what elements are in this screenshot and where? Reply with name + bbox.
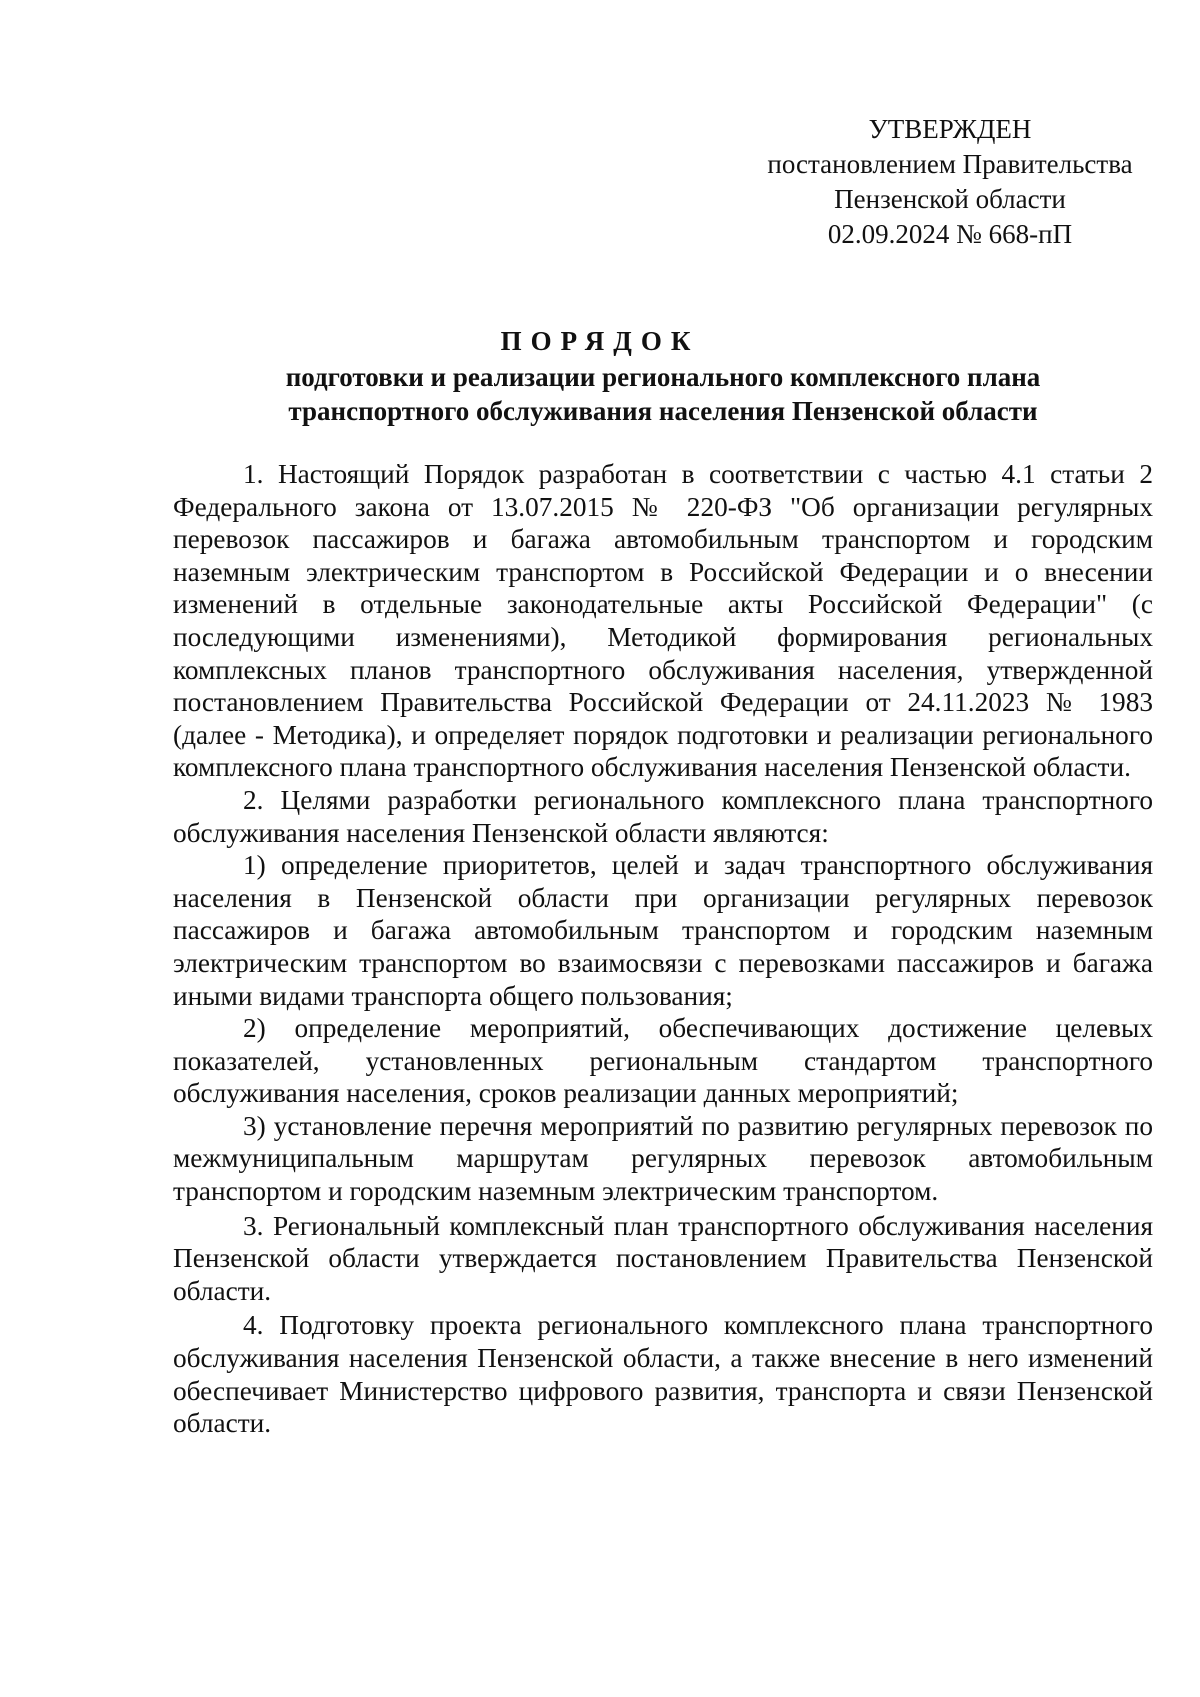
- paragraph-2-item-2: 2) определение мероприятий, обеспечивающих достижение целевых показателей, установленных региональным стандартом транспортного обслуживания населения, сроков реализации данных мероприятий;: [173, 1013, 1153, 1109]
- subtitle-line-1: подготовки и реализации регионального комплексного плана: [285, 362, 1041, 392]
- approval-stamp-block: [740, 112, 1160, 252]
- approval-authority: постановлением Правительства: [767, 149, 1133, 179]
- paragraph-2-item-1: 1) определение приоритетов, целей и задач транспортного обслуживания населения в Пензенской области при организации регулярных перевозок пассажиров и багажа автомобильным транспортом и городским наземным электрическим транспортом во взаимосвязи с перевозками пассажиров и багажа иными видами транспорта общего пользования;: [173, 850, 1153, 1011]
- approval-heading: УТВЕРЖДЕН: [868, 114, 1032, 144]
- document-body: [173, 458, 1153, 1440]
- document-subtitle: [173, 360, 1153, 428]
- approval-date-number: 02.09.2024 № 668-пП: [827, 219, 1073, 249]
- paragraph-1: 1. Настоящий Порядок разработан в соответствии с частью 4.1 статьи 2 Федерального закона от 13.07.2015 № 220-ФЗ "Об организации регулярных перевозок пассажиров и багажа автомобильным транспортом и городским наземным электрическим транспортом в Российской Федерации и о внесении изменений в отдельные законодательные акты Российской Федерации" (с последующими изменениями), Методикой формирования региональных комплексных планов транспортного обслуживания населения, утвержденной постановлением Правительства Российской Федерации от 24.11.2023 № 1983 (далее - Методика), и определяет порядок подготовки и реализации регионального комплексного плана транспортного обслуживания населения Пензенской области.: [173, 459, 1153, 783]
- paragraph-2: 2. Целями разработки регионального комплексного плана транспортного обслуживания населения Пензенской области являются:: [173, 784, 1153, 848]
- approval-region: Пензенской области: [834, 184, 1066, 214]
- subtitle-line-2: транспортного обслуживания населения Пензенской области: [288, 396, 1038, 426]
- paragraph-3: 3. Региональный комплексный план транспортного обслуживания населения Пензенской области утверждается постановлением Правительства Пензенской области.: [173, 1210, 1153, 1306]
- paragraph-2-item-3: 3) установление перечня мероприятий по развитию регулярных перевозок по межмуниципальным маршрутам регулярных перевозок автомобильным транспортом и городским наземным электрическим транспортом.: [173, 1110, 1153, 1207]
- paragraph-4: 4. Подготовку проекта регионального комплексного плана транспортного обслуживания населения Пензенской области, а также внесение в него изменений обеспечивает Министерство цифрового развития, транспорта и связи Пензенской области.: [173, 1310, 1153, 1439]
- document-title: ПОРЯДОК: [500, 326, 700, 356]
